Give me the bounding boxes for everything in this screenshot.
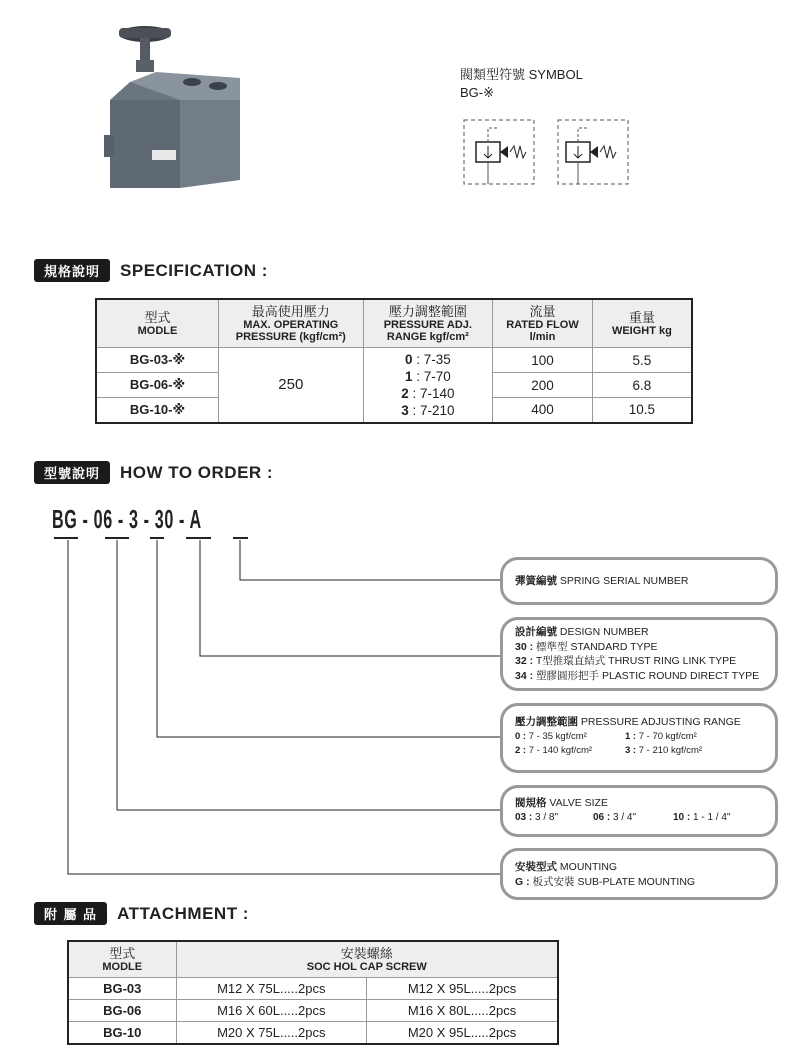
attachment-title: ATTACHMENT :	[117, 903, 249, 923]
spec-weight: 5.5	[592, 348, 692, 373]
attachment-screw-b: M20 X 95L.....2pcs	[367, 1022, 558, 1044]
attachment-table	[67, 940, 559, 1045]
spec-tag: 規格說明	[34, 259, 110, 282]
design-item: 34 : 塑膠圓形把手 PLASTIC ROUND DIRECT TYPE	[515, 669, 760, 682]
design-item: 32 : T型推環直結式 THRUST RING LINK TYPE	[515, 655, 737, 667]
size-bubble: 閥規格 VALVE SIZE 03 : 3 / 8" 06 : 3 / 4" 10 : 1 - 1 / 4"	[500, 785, 778, 837]
order-title: HOW TO ORDER :	[120, 462, 274, 482]
attachment-screw-a: M16 X 60L.....2pcs	[176, 1000, 367, 1022]
spec-header-pressure: 最高使用壓力 MAX. OPERATING PRESSURE (kgf/cm²)	[219, 299, 364, 348]
pressure-bubble: 壓力調整範圍 PRESSURE ADJUSTING RANGE 0 : 7 - 35 kgf/cm² 1 : 7 - 70 kgf/cm² 2 : 7 - 140 kgf/cm² 3 : 7 - 210 kgf/cm²	[500, 703, 778, 773]
attachment-section-header	[34, 902, 249, 925]
spec-model: BG-03-※	[96, 348, 219, 373]
spec-flow: 100	[493, 348, 593, 373]
attachment-screw-b: M12 X 95L.....2pcs	[367, 978, 558, 1000]
attachment-model: BG-06	[68, 1000, 176, 1022]
attachment-screw-a: M12 X 75L.....2pcs	[176, 978, 367, 1000]
attachment-row	[68, 1022, 558, 1044]
attachment-header-model: 型式 MODLE	[68, 941, 176, 978]
spec-header-weight: 重量 WEIGHT kg	[592, 299, 692, 348]
attachment-header-row	[68, 941, 558, 978]
order-code-size: 06	[93, 504, 113, 534]
spec-range-list: 0 : 7-35 1 : 7-70 2 : 7-140 3 : 7-210	[363, 348, 493, 423]
symbol-title: 閥類型符號 SYMBOL	[460, 67, 583, 82]
spec-max-pressure: 250	[219, 348, 364, 423]
order-code: BG - 06 - 3 - 30 - A	[52, 504, 202, 534]
attachment-screw-a: M20 X 75L.....2pcs	[176, 1022, 367, 1044]
spec-title: SPECIFICATION :	[120, 260, 268, 280]
spec-header-model: 型式 MODLE	[96, 299, 219, 348]
attachment-model: BG-10	[68, 1022, 176, 1044]
attachment-screw-b: M16 X 80L.....2pcs	[367, 1000, 558, 1022]
attachment-header-screw: 安裝螺絲 SOC HOL CAP SCREW	[176, 941, 558, 978]
spec-weight: 10.5	[592, 398, 692, 423]
symbol-code: BG-※	[460, 85, 495, 100]
spec-header-range: 壓力調整範圍 PRESSURE ADJ. RANGE kgf/cm²	[363, 299, 493, 348]
attachment-row	[68, 978, 558, 1000]
order-code-pressure: 3	[128, 504, 139, 534]
design-item: 30 : 標準型 STANDARD TYPE	[515, 640, 658, 653]
order-code-series: BG	[52, 504, 78, 534]
spec-model: BG-06-※	[96, 373, 219, 398]
spec-model: BG-10-※	[96, 398, 219, 423]
order-code-design: 30	[154, 504, 174, 534]
design-bubble: 設計編號 DESIGN NUMBER 30 : 標準型 STANDARD TYPE 32 : T型推環直結式 THRUST RING LINK TYPE 34 : 塑膠圓形把手 PLASTIC ROUND DIRECT TYPE	[500, 617, 778, 691]
spec-flow: 400	[493, 398, 593, 423]
spec-weight: 6.8	[592, 373, 692, 398]
attachment-model: BG-03	[68, 978, 176, 1000]
spring-en: SPRING SERIAL NUMBER	[559, 575, 689, 587]
mounting-bubble: 安裝型式 MOUNTING G : 板式安裝 SUB-PLATE MOUNTING	[500, 848, 778, 900]
attachment-tag: 附 屬 品	[34, 902, 107, 925]
order-code-spring: A	[189, 504, 202, 534]
attachment-row	[68, 1000, 558, 1022]
order-tag: 型號說明	[34, 461, 110, 484]
spring-zh: 彈簧編號	[515, 575, 557, 587]
spring-bubble	[500, 557, 778, 605]
spec-header-flow: 流量 RATED FLOW l/min	[493, 299, 593, 348]
spec-flow: 200	[493, 373, 593, 398]
